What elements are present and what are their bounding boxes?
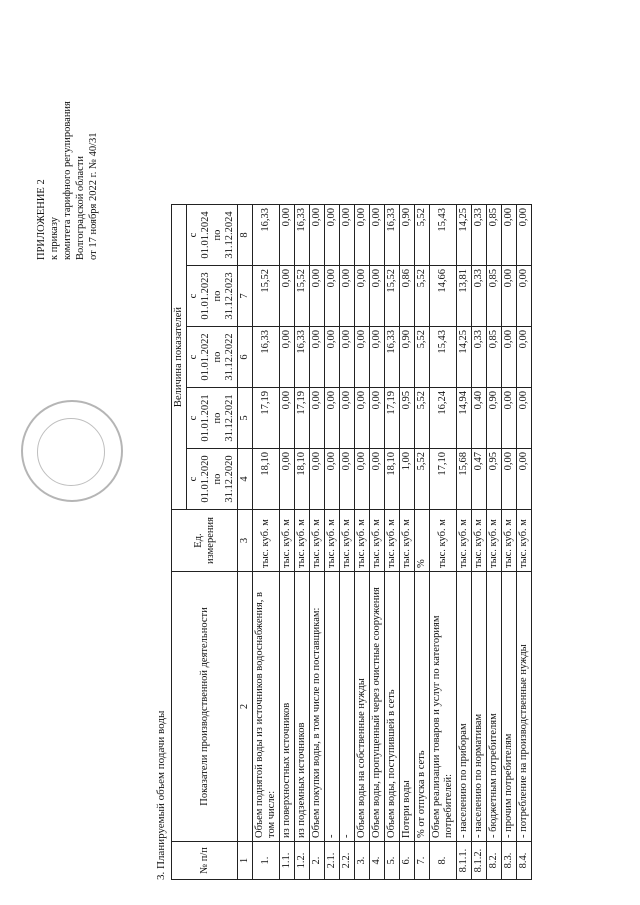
row-indicator: Объем воды, пропущенный через очистные сооружения (370, 572, 385, 842)
row-value: 15,52 (385, 266, 400, 327)
row-unit: тыс. куб. м (487, 510, 502, 572)
row-value: 14,25 (457, 327, 472, 388)
row-number: 8.4. (517, 842, 532, 880)
row-value: 17,19 (385, 388, 400, 449)
header-line-1: к приказу (49, 217, 60, 260)
row-value: 0,00 (325, 205, 340, 266)
row-number: 8.3. (502, 842, 517, 880)
table-row (517, 205, 532, 880)
rotated-page-content (15, 40, 615, 880)
row-value: 0,90 (400, 327, 415, 388)
row-value: 0,33 (472, 205, 487, 266)
row-indicator: Потери воды (400, 572, 415, 842)
table-row (355, 205, 370, 880)
header-unit: Ед. измерения (172, 510, 238, 572)
row-indicator: - бюджетным потребителям (487, 572, 502, 842)
row-value: 0,00 (502, 327, 517, 388)
row-unit: тыс. куб. м (430, 510, 457, 572)
table-row (430, 205, 457, 880)
table-row (472, 205, 487, 880)
row-value: 0,90 (400, 205, 415, 266)
row-value: 16,33 (385, 205, 400, 266)
row-value: 0,85 (487, 327, 502, 388)
row-unit: тыс. куб. м (340, 510, 355, 572)
row-number: 4. (370, 842, 385, 880)
row-value: 0,00 (517, 449, 532, 510)
column-number: 7 (238, 266, 253, 327)
appendix-label: ПРИЛОЖЕНИЕ 2 (36, 179, 47, 260)
row-unit: тыс. куб. м (280, 510, 295, 572)
row-value: 18,10 (295, 449, 310, 510)
row-value: 0,00 (370, 449, 385, 510)
row-indicator: - потребление на производственные нужды (517, 572, 532, 842)
row-value: 16,33 (385, 327, 400, 388)
row-indicator: % от отпуска в сеть (415, 572, 430, 842)
column-number: 2 (238, 572, 253, 842)
row-value: 0,00 (280, 205, 295, 266)
table-row (295, 205, 310, 880)
row-unit: тыс. куб. м (472, 510, 487, 572)
row-number: 3. (355, 842, 370, 880)
row-value: 0,00 (280, 388, 295, 449)
row-indicator: - прочим потребителям (502, 572, 517, 842)
row-value: 15,43 (430, 327, 457, 388)
row-value: 0,00 (340, 449, 355, 510)
row-value: 0,47 (472, 449, 487, 510)
row-number: 7. (415, 842, 430, 880)
row-unit: % (415, 510, 430, 572)
row-value: 15,68 (457, 449, 472, 510)
row-number: 5. (385, 842, 400, 880)
row-number: 2.1. (325, 842, 340, 880)
official-seal (21, 400, 123, 502)
table-row (310, 205, 325, 880)
row-number: 1.1. (280, 842, 295, 880)
row-value: 17,19 (295, 388, 310, 449)
row-value: 0,00 (355, 388, 370, 449)
row-value: 0,00 (355, 266, 370, 327)
column-number: 3 (238, 510, 253, 572)
row-unit: тыс. куб. м (310, 510, 325, 572)
row-unit: тыс. куб. м (502, 510, 517, 572)
row-indicator: Объем воды на собственные нужды (355, 572, 370, 842)
row-value: 16,33 (295, 327, 310, 388)
header-line-2: комитета тарифного регулирования (62, 101, 73, 260)
header-values-group: Величина показателей (172, 205, 187, 510)
table-row (370, 205, 385, 880)
row-number: 6. (400, 842, 415, 880)
row-value: 0,33 (472, 266, 487, 327)
table-row (415, 205, 430, 880)
row-unit: тыс. куб. м (253, 510, 280, 572)
row-value: 0,00 (355, 449, 370, 510)
row-value: 0,00 (325, 327, 340, 388)
row-value: 0,00 (325, 266, 340, 327)
row-value: 0,00 (340, 205, 355, 266)
row-value: 0,00 (517, 205, 532, 266)
column-number-row (238, 205, 253, 880)
table-row (385, 205, 400, 880)
row-value: 0,00 (370, 266, 385, 327)
row-value: 0,00 (502, 266, 517, 327)
row-value: 16,33 (295, 205, 310, 266)
row-value: 0,33 (472, 327, 487, 388)
row-value: 17,10 (430, 449, 457, 510)
table-row (325, 205, 340, 880)
row-value: 0,90 (487, 388, 502, 449)
row-number: 8.1.2. (472, 842, 487, 880)
header-period: с 01.01.2022 по 31.12.2022 (187, 327, 238, 388)
table-row (400, 205, 415, 880)
row-number: 1. (253, 842, 280, 880)
row-value: 0,00 (502, 205, 517, 266)
row-value: 16,33 (253, 205, 280, 266)
row-value: 14,94 (457, 388, 472, 449)
row-value: 5,52 (415, 388, 430, 449)
row-indicator: - (340, 572, 355, 842)
row-indicator: из подземных источников (295, 572, 310, 842)
row-value: 0,95 (400, 388, 415, 449)
row-value: 0,00 (502, 388, 517, 449)
header-line-4: от 17 ноября 2022 г. № 40/31 (88, 132, 99, 260)
row-unit: тыс. куб. м (385, 510, 400, 572)
table-row (340, 205, 355, 880)
column-number: 1 (238, 842, 253, 880)
row-value: 17,19 (253, 388, 280, 449)
row-value: 5,52 (415, 449, 430, 510)
row-value: 0,00 (325, 388, 340, 449)
row-unit: тыс. куб. м (355, 510, 370, 572)
row-value: 0,00 (310, 388, 325, 449)
table-row (457, 205, 472, 880)
row-number: 8.2. (487, 842, 502, 880)
row-value: 16,24 (430, 388, 457, 449)
header-row-1 (172, 205, 187, 880)
column-number: 8 (238, 205, 253, 266)
row-indicator: Объем поднятой воды из источников водоснабжения, в том числе: (253, 572, 280, 842)
row-unit: тыс. куб. м (400, 510, 415, 572)
row-number: 8.1.1. (457, 842, 472, 880)
row-value: 13,81 (457, 266, 472, 327)
row-value: 0,85 (487, 266, 502, 327)
row-number: 8. (430, 842, 457, 880)
row-value: 15,43 (430, 205, 457, 266)
row-value: 0,00 (370, 388, 385, 449)
row-indicator: из поверхностных источников (280, 572, 295, 842)
row-value: 14,66 (430, 266, 457, 327)
row-value: 0,00 (310, 449, 325, 510)
row-value: 0,00 (340, 388, 355, 449)
row-value: 0,00 (280, 449, 295, 510)
row-indicator: Объем воды, поступившей в сеть (385, 572, 400, 842)
row-value: 5,52 (415, 205, 430, 266)
table-row (253, 205, 280, 880)
row-value: 18,10 (253, 449, 280, 510)
column-number: 4 (238, 449, 253, 510)
table-body (253, 205, 532, 880)
row-value: 5,52 (415, 327, 430, 388)
row-value: 0,85 (487, 205, 502, 266)
row-value: 0,00 (370, 205, 385, 266)
row-value: 0,00 (310, 327, 325, 388)
row-value: 0,00 (340, 327, 355, 388)
row-value: 0,00 (370, 327, 385, 388)
section-title: 3. Планируемый объем подачи воды (155, 710, 167, 880)
table-row (280, 205, 295, 880)
row-value: 0,00 (502, 449, 517, 510)
row-value: 0,00 (310, 205, 325, 266)
row-value: 0,00 (340, 266, 355, 327)
row-unit: тыс. куб. м (517, 510, 532, 572)
row-value: 0,00 (280, 266, 295, 327)
header-period: с 01.01.2021 по 31.12.2021 (187, 388, 238, 449)
row-value: 0,00 (280, 327, 295, 388)
row-value: 16,33 (253, 327, 280, 388)
row-number: 2. (310, 842, 325, 880)
header-period: с 01.01.2024 по 31.12.2024 (187, 205, 238, 266)
header-line-3: Волгоградской области (75, 155, 86, 260)
row-value: 0,00 (517, 266, 532, 327)
header-indicator: Показатели производственной деятельности (172, 572, 238, 842)
header-number: № п/п (172, 842, 238, 880)
row-indicator: - (325, 572, 340, 842)
column-number: 5 (238, 388, 253, 449)
document-header (35, 80, 100, 410)
row-value: 15,52 (295, 266, 310, 327)
row-value: 0,00 (355, 205, 370, 266)
row-number: 1.2. (295, 842, 310, 880)
row-value: 0,00 (355, 327, 370, 388)
table-row (487, 205, 502, 880)
row-value: 5,52 (415, 266, 430, 327)
row-value: 18,10 (385, 449, 400, 510)
table-row (502, 205, 517, 880)
row-value: 0,40 (472, 388, 487, 449)
row-value: 15,52 (253, 266, 280, 327)
column-number: 6 (238, 327, 253, 388)
row-value: 0,95 (487, 449, 502, 510)
row-value: 0,00 (310, 266, 325, 327)
row-unit: тыс. куб. м (370, 510, 385, 572)
row-value: 0,00 (517, 327, 532, 388)
header-period: с 01.01.2020 по 31.12.2020 (187, 449, 238, 510)
row-unit: тыс. куб. м (295, 510, 310, 572)
row-indicator: - населению по нормативам (472, 572, 487, 842)
row-unit: тыс. куб. м (325, 510, 340, 572)
row-number: 2.2. (340, 842, 355, 880)
row-value: 0,00 (325, 449, 340, 510)
row-value: 1,00 (400, 449, 415, 510)
header-period: с 01.01.2023 по 31.12.2023 (187, 266, 238, 327)
row-indicator: Объем реализации товаров и услуг по категориям потребителей: (430, 572, 457, 842)
row-indicator: Объем покупки воды, в том числе по поставщикам: (310, 572, 325, 842)
row-unit: тыс. куб. м (457, 510, 472, 572)
row-value: 0,86 (400, 266, 415, 327)
row-value: 0,00 (517, 388, 532, 449)
row-indicator: - населению по приборам (457, 572, 472, 842)
water-supply-table (171, 204, 532, 880)
row-value: 14,25 (457, 205, 472, 266)
